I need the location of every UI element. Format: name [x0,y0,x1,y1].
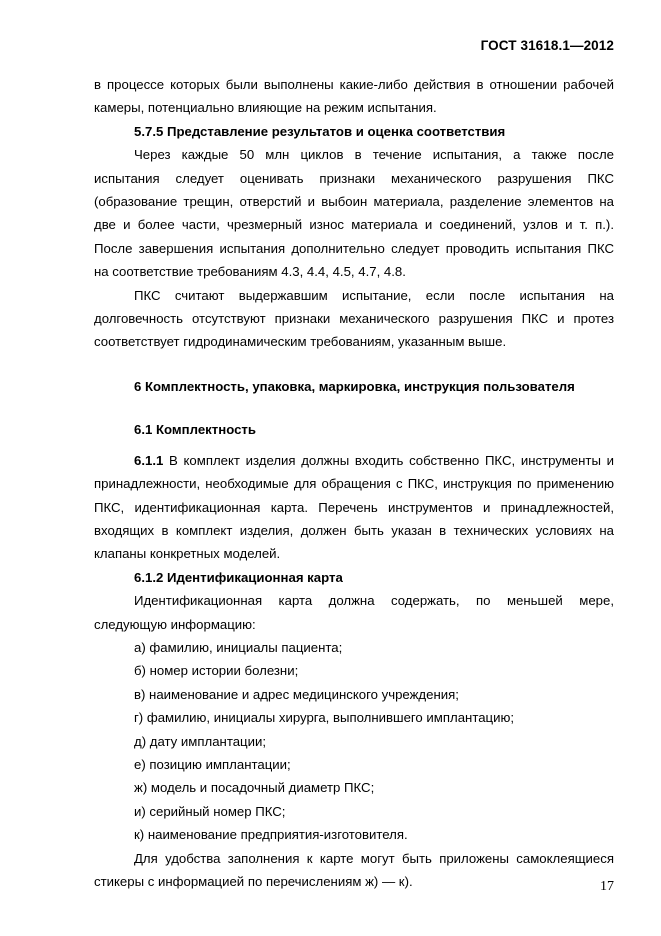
list-item: а) фамилию, инициалы пациента; [134,639,343,655]
list-item: и) серийный номер ПКС; [134,803,286,819]
s575-p1-line: (образование трещин, отверстий и выбоин материала, разделение элементов на [94,194,614,210]
s612-intro-line: следующую информацию: [94,616,256,632]
s611-number: 6.1.1 [134,452,164,468]
list-item: ж) модель и посадочный диаметр ПКС; [134,780,375,796]
s575-p2-line: долговечность отсутствуют признаки механического разрушения ПКС и протез [94,311,614,327]
id-card-items-list [94,636,614,847]
list-item: е) позицию имплантации; [134,756,291,772]
s611-line-text: В комплект изделия должны входить собственно ПКС, инструменты и [163,452,614,468]
document-header: ГОСТ 31618.1—2012 [480,38,614,53]
s575-p1-line: Через каждые 50 млн циклов в течение испытания, а также после [134,147,614,163]
s611-line: входящих в комплект изделия, должен быть указан в технических условиях на [94,522,614,538]
s612-outro-line: Для удобства заполнения к карте могут быть приложены самоклеящиеся [134,850,614,866]
s611-line: ПКС, идентификационная карта. Перечень инструментов и принадлежностей, [94,499,614,515]
section-6-1-2-heading: 6.1.2 Идентификационная карта [134,569,343,585]
s612-outro-line: стикеры с информацией по перечислениям ж) — к). [94,874,413,889]
list-item: к) наименование предприятия-изготовителя. [134,827,408,843]
s611-line [94,449,614,472]
s575-p2-line: соответствует гидродинамическим требованиям, указанным выше. [94,334,507,350]
page-content [94,73,614,893]
list-item: б) номер истории болезни; [134,663,299,679]
s612-intro-line: Идентификационная карта должна содержать, по меньшей мере, [134,593,614,609]
s575-p1-line: на соответствие требованиям 4.3, 4.4, 4.5, 4.7, 4.8. [94,264,406,280]
s575-p2-line: ПКС считают выдержавшим испытание, если после испытания на [134,287,614,303]
section-6-1-heading: 6.1 Комплектность [134,422,256,438]
s611-line: клапаны конкретных моделей. [94,546,281,562]
s575-p1-line: две и более части, чрезмерный износ материала и соединений, узлов и т. п.). [94,217,614,233]
intro-line-1: в процессе которых были выполнены какие-либо действия в отношении рабочей [94,77,614,92]
list-item: в) наименование и адрес медицинского учреждения; [134,686,459,702]
list-item: д) дату имплантации; [134,733,266,749]
section-5-7-5-heading: 5.7.5 Представление результатов и оценка соответствия [134,123,506,139]
section-6-heading: 6 Комплектность, упаковка, маркировка, инструкция пользователя [134,378,575,394]
intro-line-2: камеры, потенциально влияющие на режим испытания. [94,100,437,116]
s575-p1-line: После завершения испытания дополнительно следует проводить испытания ПКС [94,240,614,256]
list-item: г) фамилию, инициалы хирурга, выполнившего имплантацию; [134,710,515,726]
page-number: 17 [600,879,614,894]
s575-p1-line: испытания следует оценивать признаки механического разрушения ПКС [94,170,614,186]
s611-line: принадлежности, необходимые для обращения с ПКС, инструкция по применению [94,476,614,492]
